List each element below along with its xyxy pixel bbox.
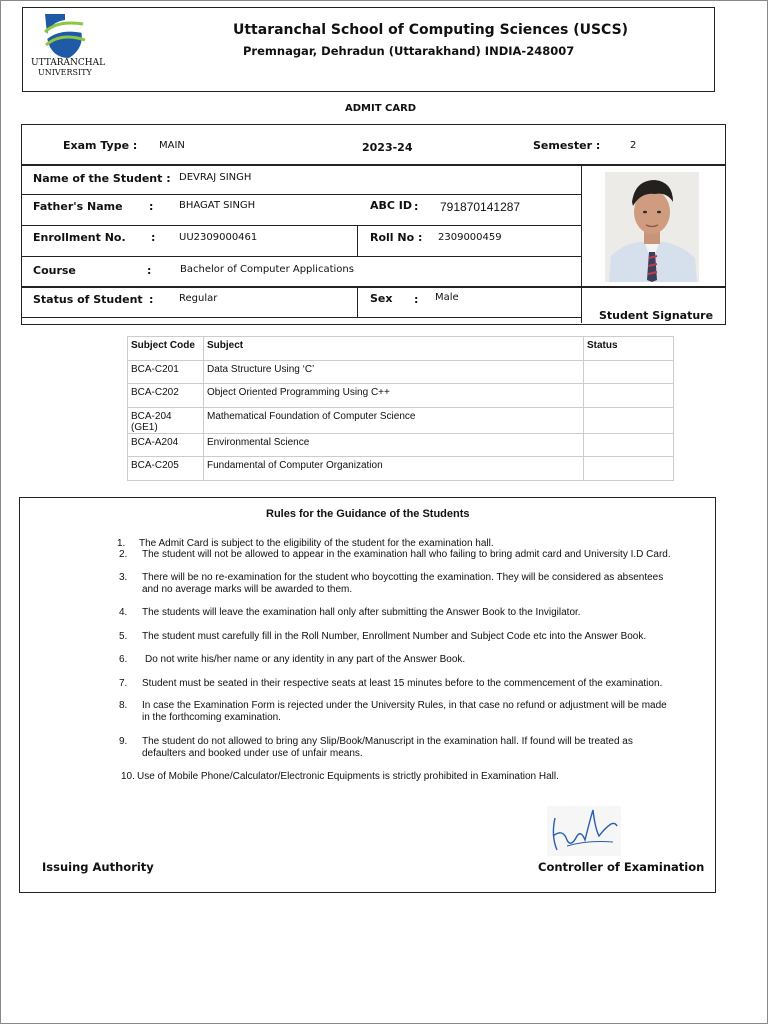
rule-number: 8. (119, 700, 128, 711)
rule-text: The Admit Card is subject to the eligibility of the student for the examination hall. (139, 538, 494, 549)
rule-number: 3. (119, 572, 128, 583)
father-name-label: Father's Name (33, 200, 123, 213)
status-label: Status of Student (33, 293, 143, 306)
status-value: Regular (179, 293, 218, 304)
sex-colon: : (414, 293, 419, 306)
university-logo-icon (41, 12, 89, 62)
divider (357, 225, 358, 256)
rule-text: Use of Mobile Phone/Calculator/Electronic Equipments is strictly prohibited in Examination Hall. (137, 771, 559, 782)
subject-status-cell (584, 457, 674, 481)
divider (22, 286, 725, 288)
logo-text-line1: UTTARANCHAL (31, 58, 106, 68)
subjects-table (127, 336, 674, 481)
divider (22, 194, 581, 195)
divider (22, 164, 725, 166)
controller-of-examination-label: Controller of Examination (538, 860, 705, 874)
semester-label: Semester : (533, 139, 601, 152)
table-row (128, 407, 674, 433)
school-address: Premnagar, Dehradun (Uttarakhand) INDIA-248007 (243, 44, 575, 58)
subject-code-cell: BCA-C201 (128, 360, 204, 384)
rule-text: The student do not allowed to bring any Slip/Book/Manuscript in the examination hall. If found will be treated as defaulters and booked under use of unfair means. (142, 736, 633, 759)
subject-status-cell (584, 384, 674, 408)
table-row (128, 360, 674, 384)
rule-number: 5. (119, 631, 128, 642)
rule-text: The student must carefully fill in the Roll Number, Enrollment Number and Subject Code etc into the Answer Book. (142, 631, 647, 642)
subject-code-cell: BCA-204 (GE1) (128, 407, 204, 433)
rule-number: 6. (119, 654, 128, 665)
header-box (22, 7, 715, 92)
student-name-value: DEVRAJ SINGH (179, 172, 252, 183)
sex-value: Male (435, 292, 459, 303)
rule-text: The student will not be allowed to appear in the examination hall who failing to bring admit card and University I.D Card. (142, 549, 671, 560)
exam-type-label: Exam Type : (63, 139, 138, 152)
school-name: Uttaranchal School of Computing Sciences (USCS) (233, 22, 629, 38)
rule-text: In case the Examination Form is rejected under the University Rules, in that case no refund or adjustment will be made in the forthcoming examination. (142, 700, 667, 723)
subject-status-cell (584, 407, 674, 433)
table-row (128, 433, 674, 457)
subject-name-cell: Environmental Science (204, 433, 584, 457)
doc-title: ADMIT CARD (345, 103, 417, 114)
controller-signature-icon (547, 806, 621, 856)
subject-status-cell (584, 433, 674, 457)
divider (22, 256, 581, 257)
enrollment-colon: : (151, 231, 156, 244)
semester-value: 2 (630, 140, 637, 151)
table-row (128, 384, 674, 408)
subject-name-cell: Object Oriented Programming Using C++ (204, 384, 584, 408)
rule-number: 10. (121, 771, 135, 782)
rules-title: Rules for the Guidance of the Students (266, 508, 470, 520)
exam-type-value: MAIN (159, 140, 185, 151)
course-value: Bachelor of Computer Applications (180, 264, 354, 275)
status-colon: : (149, 293, 154, 306)
rule-text: Do not write his/her name or any identity in any part of the Answer Book. (145, 654, 466, 665)
session-value: 2023-24 (362, 141, 413, 154)
issuing-authority-label: Issuing Authority (42, 860, 154, 874)
student-photo (605, 172, 699, 282)
enrollment-value: UU2309000461 (179, 232, 258, 243)
rule-number: 1. (117, 538, 126, 549)
course-label: Course (33, 264, 76, 277)
column-header-subject-code: Subject Code (128, 337, 204, 361)
father-name-value: BHAGAT SINGH (179, 200, 256, 211)
rule-number: 4. (119, 607, 128, 618)
subject-code-cell: BCA-A204 (128, 433, 204, 457)
column-header-subject: Subject (204, 337, 584, 361)
student-signature-label: Student Signature (599, 309, 714, 322)
sex-label: Sex (370, 292, 393, 305)
subject-name-cell: Mathematical Foundation of Computer Science (204, 407, 584, 433)
subject-code-cell: BCA-C205 (128, 457, 204, 481)
subject-name-cell: Fundamental of Computer Organization (204, 457, 584, 481)
rule-number: 7. (119, 678, 128, 689)
divider (22, 317, 581, 318)
enrollment-label: Enrollment No. (33, 231, 126, 244)
divider (22, 225, 581, 226)
divider (581, 165, 582, 323)
divider (357, 287, 358, 317)
logo-text-line2: UNIVERSITY (38, 68, 92, 77)
table-header-row (128, 337, 674, 361)
table-row (128, 457, 674, 481)
abc-id-label: ABC ID (370, 199, 413, 212)
subject-status-cell (584, 360, 674, 384)
subject-name-cell: Data Structure Using ‘C’ (204, 360, 584, 384)
subject-code-cell: BCA-C202 (128, 384, 204, 408)
rule-text: The students will leave the examination hall only after submitting the Answer Book to the Invigilator. (142, 607, 581, 618)
rule-number: 9. (119, 736, 128, 747)
column-header-status: Status (584, 337, 674, 361)
rule-text: There will be no re-examination for the student who boycotting the examination. They will be considered as absentees and no average marks will be awarded to them. (142, 572, 664, 595)
roll-no-label: Roll No : (370, 231, 423, 244)
father-name-colon: : (149, 200, 154, 213)
student-name-label: Name of the Student : (33, 172, 171, 185)
course-colon: : (147, 264, 152, 277)
roll-no-value: 2309000459 (438, 232, 502, 243)
rule-text: Student must be seated in their respective seats at least 15 minutes before to the commencement of the examination. (142, 678, 663, 689)
rule-number: 2. (119, 549, 128, 560)
abc-id-colon: : (414, 200, 419, 213)
abc-id-value: 791870141287 (440, 200, 521, 214)
